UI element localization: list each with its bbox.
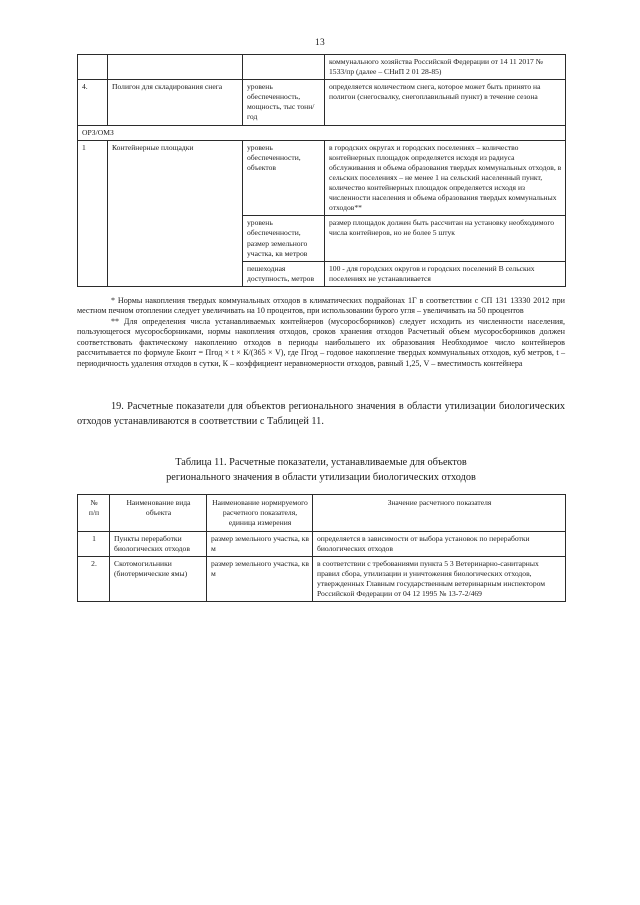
table11-caption-line1: Таблица 11. Расчетные показатели, устанавливаемые для объектов <box>175 457 467 469</box>
cell-indicator: уровень обеспеченности, размер земельного участка, кв метров <box>243 216 325 261</box>
cell-object-name: Контейнерные площадки <box>108 140 243 286</box>
cell-number: 4. <box>78 80 108 125</box>
cell-indicator <box>243 55 325 80</box>
table-waste-management <box>77 54 566 287</box>
cell-object-name: Скотомогильники (биотермические ямы) <box>110 557 207 602</box>
table-row <box>78 531 566 556</box>
footnote-double-asterisk: ** Для определения числа устанавливаемых контейнеров (мусоросборников) следует исходить из численности населения, пользующегося мусоросборниками, нормы накопления отходов, сроков хранения отходов Расчетный объем мусоросборников должен соответствовать фактическому накоплению отходов в периоды наибольшего их образования Необходимое число контейнеров рассчитывается по формуле Бконт = Пгод × t × К/(365 × V), где Пгод – годовое накопление твердых коммунальных отходов, куб метров, t – периодичность удаления отходов в сутки, К – коэффициент неравномерности отходов, равный 1,25, V – вместимость контейнера <box>77 316 565 368</box>
table-row <box>78 140 566 216</box>
table-band-row <box>78 125 566 140</box>
header-indicator: Наименование нормируемого расчетного показателя, единица измерения <box>207 494 313 531</box>
cell-number <box>78 55 108 80</box>
footnote-single-asterisk: * Нормы накопления твердых коммунальных отходов в климатических подрайонах 1Г в соответствии с СП 131 13330 2012 при местном печном отоплении следует увеличивать на 10 процентов, при использовании бурого угля – увеличивать на 50 процентов <box>77 295 565 316</box>
cell-value: определяется в зависимости от выбора установок по переработки биологических отходов <box>313 531 566 556</box>
cell-value: 100 - для городских округов и городских поселений В сельских поселениях не устанавливается <box>325 261 566 286</box>
table11-caption <box>77 456 565 485</box>
cell-indicator: размер земельного участка, кв м <box>207 531 313 556</box>
table-biological-waste <box>77 494 566 603</box>
cell-indicator: уровень обеспеченности, объектов <box>243 140 325 216</box>
cell-indicator: уровень обеспеченность, мощность, тыс тонн/год <box>243 80 325 125</box>
cell-number: 2. <box>78 557 110 602</box>
cell-indicator: пешеходная доступность, метров <box>243 261 325 286</box>
table-row <box>78 55 566 80</box>
table-header-row <box>78 494 566 531</box>
page-content <box>77 54 565 602</box>
section-band-label: ОРЗ/ОМЗ <box>78 125 566 140</box>
cell-value: определяется количеством снега, которое может быть принято на полигон (снегосвалку, снегоплавильный пункт) в течение сезона <box>325 80 566 125</box>
header-number <box>78 494 110 531</box>
footnotes <box>77 296 565 370</box>
cell-object-name <box>108 55 243 80</box>
cell-value: в городских округах и городских поселениях – количество контейнерных площадок определяется исходя из радиуса обслуживания и объема образования твердых коммунальных отходов, в сельских поселениях – не менее 1 на сельский населенный пункт, количество контейнерных площадок определяется исходя из численности населения и объема образования твердых коммунальных отходов** <box>325 140 566 216</box>
cell-value: размер площадок должен быть рассчитан на установку необходимого числа контейнеров, но не более 5 штук <box>325 216 566 261</box>
header-number-line1: № <box>90 497 98 507</box>
cell-object-name: Полигон для складирования снега <box>108 80 243 125</box>
table-row <box>78 80 566 125</box>
header-object-name: Наименование вида объекта <box>110 494 207 531</box>
cell-number: 1 <box>78 140 108 286</box>
cell-number: 1 <box>78 531 110 556</box>
header-number-line2: п/п <box>88 507 100 517</box>
cell-object-name: Пункты переработки биологических отходов <box>110 531 207 556</box>
page-number: 13 <box>315 38 325 48</box>
paragraph-19-wrap <box>77 400 565 430</box>
paragraph-19: 19. Расчетные показатели для объектов регионального значения в области утилизации биологических отходов устанавливаются в соответствии с Таблицей 11. <box>77 401 565 428</box>
table-row <box>78 557 566 602</box>
cell-value: в соответствии с требованиями пункта 5 3 Ветеринарно-санитарных правил сбора, утилизации и уничтожения биологических отходов, утвержденных Главным государственным ветеринарным инспектором Российской Федерации от 04 12 1995 № 13-7-2/469 <box>313 557 566 602</box>
table11-caption-line2: регионального значения в области утилизации биологических отходов <box>166 471 476 483</box>
table11-wrap <box>77 494 565 603</box>
header-value: Значение расчетного показателя <box>313 494 566 531</box>
cell-indicator: размер земельного участка, кв м <box>207 557 313 602</box>
cell-value: коммунального хозяйства Российской Федерации от 14 11 2017 № 1533/пр (далее – СНиП 2 01 28-85) <box>325 55 566 80</box>
